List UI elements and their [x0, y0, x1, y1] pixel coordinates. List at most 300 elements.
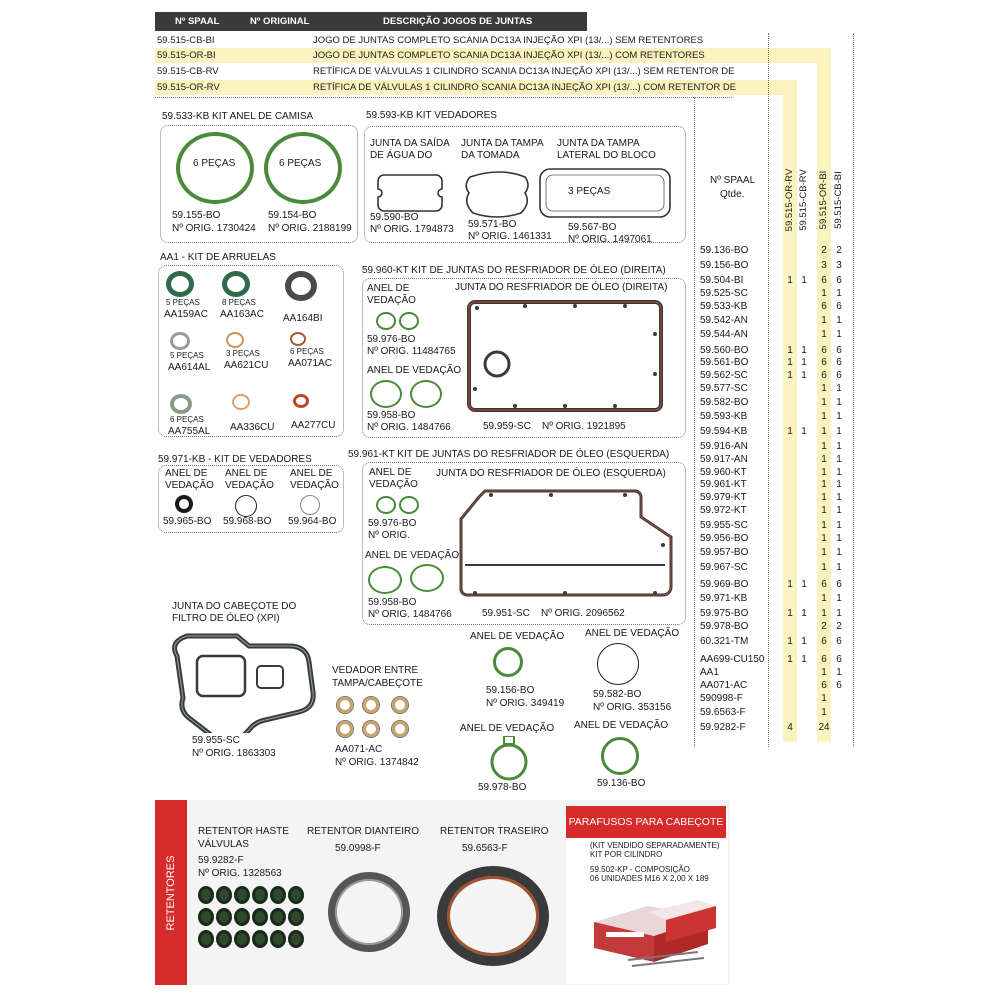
table-row-code: 59.979-KT — [700, 492, 747, 503]
table-qty: 6 — [821, 275, 827, 286]
table-qty: 1 — [836, 288, 842, 299]
table-qty: 1 — [836, 667, 842, 678]
row-desc: JOGO DE JUNTAS COMPLETO SCANIA DC13A INJEÇÃO XPI (13/...) SEM RETENTORES — [313, 35, 704, 46]
washer-code: AA614AL — [168, 362, 211, 373]
washer-qty: 3 PEÇAS — [226, 349, 260, 358]
table-qty: 6 — [836, 370, 842, 381]
table-row-code: 59.956-BO — [700, 533, 749, 544]
part-code: 59.6563-F — [462, 843, 508, 854]
table-qty: 1 — [821, 288, 827, 299]
table-qty: 1 — [821, 593, 827, 604]
table-qty: 6 — [821, 636, 827, 647]
table-qty: 1 — [836, 397, 842, 408]
table-qty: 1 — [821, 667, 827, 678]
table-row-code: 59.561-BO — [700, 357, 749, 368]
table-qty: 6 — [821, 357, 827, 368]
table-qty: 1 — [801, 579, 807, 590]
table-qty: 6 — [836, 636, 842, 647]
table-qty: 24 — [818, 722, 830, 733]
table-qty: 1 — [836, 520, 842, 531]
table-head-spaal: Nº SPAAL — [710, 175, 756, 186]
o-ring-icon — [597, 643, 639, 685]
washer-code: AA159AC — [164, 309, 208, 320]
part-code: 59.0998-F — [335, 843, 381, 854]
table-qty: 1 — [821, 329, 827, 340]
table-row-code: 59.594-KB — [700, 426, 748, 437]
table-qty: 1 — [787, 654, 793, 665]
part-code: 59.959-SC — [483, 421, 531, 432]
table-qty: 1 — [821, 454, 827, 465]
washer-code: AA163AC — [220, 309, 264, 320]
part-orig: Nº ORIG. — [368, 530, 410, 541]
resf-esq-title: 59.961-KT KIT DE JUNTAS DO RESFRIADOR DE ÓLEO (ESQUERDA) — [348, 449, 670, 460]
table-row-code: 59.525-SC — [700, 288, 748, 299]
part-code: 59.978-BO — [478, 782, 527, 793]
table-row-code: 59.961-KT — [700, 479, 747, 490]
part-code: 59.958-BO — [367, 410, 416, 421]
valve-seal-icon — [270, 908, 286, 926]
part-orig: Nº ORIG. 1794873 — [370, 224, 454, 235]
table-row-code: 59.593-KB — [700, 411, 748, 422]
part-label: RETENTOR HASTE — [198, 826, 289, 837]
table-qty: 1 — [821, 505, 827, 516]
valve-seal-icon — [198, 930, 214, 948]
part-code: 59.582-BO — [593, 689, 642, 700]
table-qty: 1 — [821, 383, 827, 394]
valve-seal-icon — [270, 886, 286, 904]
valve-seal-icon — [198, 908, 214, 926]
table-qty: 2 — [821, 621, 827, 632]
table-row-code: 59.978-BO — [700, 621, 749, 632]
part-orig: Nº ORIG. 349419 — [486, 698, 565, 709]
part-code: 59.965-BO — [163, 516, 212, 527]
table-row-code: AA1 — [700, 667, 719, 678]
part-label: JUNTA DO RESFRIADOR DE ÓLEO (ESQUERDA) — [436, 468, 666, 479]
washer-qty: 5 PEÇAS — [166, 298, 200, 307]
tab-ring-icon — [485, 736, 533, 782]
part-qty: 3 PEÇAS — [568, 186, 611, 197]
table-row-code: 60.321-TM — [700, 636, 749, 647]
o-ring-icon — [399, 312, 419, 330]
camisa-code: 59.155-BO — [172, 210, 221, 221]
header-col-original: Nº ORIGINAL — [250, 16, 310, 27]
arruelas-title: AA1 - KIT DE ARRUELAS — [160, 252, 276, 263]
part-label: VEDAÇÃO — [165, 480, 214, 491]
table-qty: 1 — [801, 357, 807, 368]
table-head-qtde: Qtde. — [720, 189, 745, 200]
table-qty: 3 — [836, 260, 842, 271]
table-qty: 1 — [836, 383, 842, 394]
divider — [853, 33, 854, 747]
table-row-code: 59.957-BO — [700, 547, 749, 558]
part-label: RETENTOR DIANTEIRO — [307, 826, 420, 837]
washer-icon — [222, 271, 250, 297]
table-col-head: 59.515-OR-BI — [818, 170, 829, 230]
divider — [155, 97, 732, 98]
o-ring-icon — [370, 380, 402, 408]
table-qty: 1 — [836, 315, 842, 326]
table-qty: 1 — [787, 608, 793, 619]
row-code: 59.515-OR-BI — [157, 50, 216, 61]
table-qty: 6 — [836, 357, 842, 368]
table-row-code: 59.562-SC — [700, 370, 748, 381]
table-row-code: 59.969-BO — [700, 579, 749, 590]
washer-code: AA621CU — [224, 360, 269, 371]
part-label: JUNTA DA TAMPA — [461, 138, 544, 149]
table-qty: 1 — [821, 441, 827, 452]
table-qty: 1 — [801, 275, 807, 286]
part-label: ANEL DE — [290, 468, 333, 479]
table-row-code: 59.577-SC — [700, 383, 748, 394]
part-orig: Nº ORIG. 1374842 — [335, 757, 419, 768]
part-label: RETENTOR TRASEIRO — [440, 826, 549, 837]
table-qty: 1 — [836, 593, 842, 604]
washer-icon — [337, 721, 353, 737]
part-label: LATERAL DO BLOCO — [557, 150, 656, 161]
washer-code: AA277CU — [291, 420, 336, 431]
table-qty: 4 — [787, 722, 793, 733]
part-orig: Nº ORIG. 1921895 — [542, 421, 626, 432]
table-row-code: 59.972-KT — [700, 505, 747, 516]
valve-seal-icon — [234, 908, 250, 926]
washer-qty: 8 PEÇAS — [222, 298, 256, 307]
washer-icon — [232, 394, 250, 410]
table-qty: 1 — [836, 329, 842, 340]
table-qty: 1 — [821, 693, 827, 704]
table-qty: 6 — [836, 301, 842, 312]
table-qty: 1 — [821, 315, 827, 326]
table-qty: 1 — [821, 520, 827, 531]
valve-seal-icon — [216, 908, 232, 926]
part-code: 59.958-BO — [368, 597, 417, 608]
header-col-desc: DESCRIÇÃO JOGOS DE JUNTAS — [383, 16, 533, 27]
part-label: ANEL DE — [369, 467, 412, 478]
valve-seal-icon — [234, 886, 250, 904]
valve-seal-icon — [288, 930, 304, 948]
part-label: JUNTA DO RESFRIADOR DE ÓLEO (DIREITA) — [455, 282, 668, 293]
washer-icon — [170, 394, 192, 414]
part-label: ANEL DE VEDAÇÃO — [470, 631, 565, 642]
valve-seal-icon — [198, 886, 214, 904]
valve-seal-icon — [216, 930, 232, 948]
camisa-orig: Nº ORIG. 1730424 — [172, 223, 256, 234]
table-row-code: 59.971-KB — [700, 593, 748, 604]
table-row-code: 59.955-SC — [700, 520, 748, 531]
front-seal-icon — [328, 872, 410, 952]
table-qty: 1 — [836, 411, 842, 422]
part-orig: Nº ORIG. 1863303 — [192, 748, 276, 759]
o-ring-icon — [601, 737, 639, 775]
washer-code: AA071AC — [288, 358, 332, 369]
part-label: VEDAÇÃO — [290, 480, 339, 491]
part-label: ANEL DE — [165, 468, 208, 479]
o-ring-icon — [368, 566, 402, 594]
table-qty: 1 — [801, 370, 807, 381]
table-qty: 1 — [821, 707, 827, 718]
table-qty: 6 — [836, 654, 842, 665]
washer-icon — [337, 697, 353, 713]
part-label: VEDAÇÃO — [367, 295, 416, 306]
table-qty: 1 — [787, 345, 793, 356]
table-qty: 6 — [836, 680, 842, 691]
part-label: TAMPA/CABEÇOTE — [332, 678, 423, 689]
parafusos-title: PARAFUSOS PARA CABEÇOTE — [566, 806, 726, 838]
table-qty: 6 — [836, 345, 842, 356]
table-qty: 1 — [836, 492, 842, 503]
part-label: FILTRO DE ÓLEO (XPI) — [172, 613, 280, 624]
rear-seal-icon — [437, 866, 549, 966]
part-code: 59.590-BO — [370, 212, 419, 223]
o-ring-icon — [376, 496, 396, 514]
part-label: JUNTA DO CABEÇOTE DO — [172, 601, 297, 612]
o-ring-icon — [300, 495, 320, 515]
oil-cooler-gasket-icon — [455, 485, 680, 607]
table-qty: 1 — [821, 608, 827, 619]
resf-dir-title: 59.960-KT KIT DE JUNTAS DO RESFRIADOR DE ÓLEO (DIREITA) — [362, 265, 666, 276]
table-qty: 1 — [836, 547, 842, 558]
table-col-head: 59.515-OR-RV — [784, 168, 795, 232]
part-code: 59.976-BO — [368, 518, 417, 529]
part-code: 59.136-BO — [597, 778, 646, 789]
table-qty: 1 — [836, 454, 842, 465]
valve-seal-icon — [270, 930, 286, 948]
table-qty: 1 — [836, 479, 842, 490]
table-qty: 6 — [836, 275, 842, 286]
washer-code: AA164BI — [283, 313, 323, 324]
part-code: 59.968-BO — [223, 516, 272, 527]
part-orig: Nº ORIG. 1461331 — [468, 231, 552, 242]
o-ring-icon — [410, 380, 442, 408]
table-qty: 6 — [821, 654, 827, 665]
washer-icon — [285, 271, 317, 301]
parafusos-note: 59.502-KP - COMPOSIÇÃO — [590, 865, 690, 874]
o-ring-icon — [175, 495, 193, 513]
table-row-code: 590998-F — [700, 693, 743, 704]
part-code: 59.156-BO — [486, 685, 535, 696]
washer-icon — [392, 697, 408, 713]
table-row-code: 59.9282-F — [700, 722, 746, 733]
header-row — [155, 33, 730, 48]
table-qty: 2 — [836, 621, 842, 632]
washer-icon — [363, 721, 379, 737]
part-label: ANEL DE — [367, 283, 410, 294]
valve-seal-icon — [288, 886, 304, 904]
row-desc: RETÍFICA DE VÁLVULAS 1 CILINDRO SCANIA DC13A INJEÇÃO XPI (13/...) COM RETENTOR DE — [313, 82, 737, 93]
part-label: ANEL DE VEDAÇÃO — [460, 723, 555, 734]
table-qty: 1 — [787, 357, 793, 368]
part-code: 59.571-BO — [468, 219, 517, 230]
table-row-code: 59.156-BO — [700, 260, 749, 271]
table-row-code: AA071-AC — [700, 680, 748, 691]
table-qty: 1 — [836, 533, 842, 544]
washer-icon — [226, 332, 244, 348]
part-label: DE ÁGUA DO — [370, 150, 433, 161]
part-code: 59.9282-F — [198, 855, 244, 866]
table-qty: 1 — [801, 636, 807, 647]
table-row-code: 59.533-KB — [700, 301, 748, 312]
table-qty: 1 — [787, 579, 793, 590]
table-row-code: 59.917-AN — [700, 454, 748, 465]
table-qty: 1 — [821, 397, 827, 408]
table-row-code: 59.967-SC — [700, 562, 748, 573]
valve-seal-icon — [252, 908, 268, 926]
part-label: VEDAÇÃO — [369, 479, 418, 490]
divider — [768, 33, 769, 747]
table-qty: 6 — [821, 301, 827, 312]
part-orig: Nº ORIG. 11484765 — [367, 346, 456, 357]
row-code: 59.515-CB-BI — [157, 35, 215, 46]
part-label: ANEL DE VEDAÇÃO — [365, 550, 460, 561]
part-label: VEDAÇÃO — [225, 480, 274, 491]
valve-seal-icon — [252, 886, 268, 904]
washer-icon — [170, 332, 190, 350]
retentores-tab-label: RETENTORES — [165, 855, 177, 930]
table-row-code: 59.136-BO — [700, 245, 749, 256]
table-qty: 1 — [836, 426, 842, 437]
part-code: 59.567-BO — [568, 222, 617, 233]
table-row-code: 59.6563-F — [700, 707, 746, 718]
table-qty: 1 — [836, 608, 842, 619]
table-qty: 1 — [821, 547, 827, 558]
washer-code: AA755AL — [168, 426, 211, 437]
table-row-code: 59.916-AN — [700, 441, 748, 452]
washer-icon — [166, 271, 194, 297]
table-qty: 1 — [787, 275, 793, 286]
parafusos-note: KIT POR CILINDRO — [590, 850, 663, 859]
part-code: 59.976-BO — [367, 334, 416, 345]
divider — [694, 97, 695, 747]
table-qty: 1 — [801, 654, 807, 665]
washer-icon — [290, 332, 306, 346]
header-row — [155, 48, 820, 63]
part-label: VÁLVULAS — [198, 839, 249, 850]
oil-cooler-gasket-icon — [465, 294, 670, 419]
part-label: ANEL DE VEDAÇÃO — [585, 628, 680, 639]
o-ring-icon — [493, 647, 523, 677]
header-row — [155, 64, 755, 79]
part-label: DA TOMADA — [461, 150, 520, 161]
part-orig: Nº ORIG. 1484766 — [368, 609, 452, 620]
table-row-code: 59.560-BO — [700, 345, 749, 356]
camisa-qty: 6 PEÇAS — [193, 158, 236, 169]
bolt-kit-boxes-icon — [588, 892, 720, 972]
header-col-spaal: Nº SPAAL — [175, 16, 220, 27]
washer-qty: 5 PEÇAS — [170, 351, 204, 360]
filter-head-gasket-icon — [165, 628, 325, 733]
table-qty: 1 — [801, 426, 807, 437]
table-qty: 6 — [836, 579, 842, 590]
table-qty: 6 — [821, 370, 827, 381]
washer-icon — [293, 394, 309, 408]
table-qty: 1 — [821, 479, 827, 490]
part-orig: Nº ORIG. 1328563 — [198, 868, 282, 879]
parafusos-note: (KIT VENDIDO SEPARADAMENTE) — [590, 841, 720, 850]
table-qty: 1 — [801, 345, 807, 356]
table-row-code: 59.544-AN — [700, 329, 748, 340]
table-qty: 1 — [821, 533, 827, 544]
table-qty: 6 — [821, 680, 827, 691]
table-qty: 1 — [821, 562, 827, 573]
valve-seal-icon — [252, 930, 268, 948]
row-code: 59.515-OR-RV — [157, 82, 220, 93]
table-qty: 3 — [821, 260, 827, 271]
part-code: AA071-AC — [335, 744, 383, 755]
kit971-title: 59.971-KB - KIT DE VEDADORES — [158, 454, 312, 465]
table-row-code: 59.542-AN — [700, 315, 748, 326]
table-qty: 1 — [836, 441, 842, 452]
table-qty: 1 — [821, 492, 827, 503]
table-qty: 1 — [836, 505, 842, 516]
table-qty: 6 — [821, 345, 827, 356]
table-qty: 2 — [821, 245, 827, 256]
table-qty: 1 — [821, 426, 827, 437]
table-row-code: 59.975-BO — [700, 608, 749, 619]
table-qty: 6 — [821, 579, 827, 590]
table-qty: 1 — [787, 370, 793, 381]
part-orig: Nº ORIG. 1484766 — [367, 422, 451, 433]
table-qty: 1 — [836, 562, 842, 573]
table-row-code: 59.582-BO — [700, 397, 749, 408]
camisa-orig: Nº ORIG. 2188199 — [268, 223, 352, 234]
part-code: 59.955-SC — [192, 735, 240, 746]
table-qty: 1 — [821, 467, 827, 478]
valve-seal-icon — [288, 908, 304, 926]
washer-icon — [392, 721, 408, 737]
part-label: ANEL DE VEDAÇÃO — [574, 720, 669, 731]
o-ring-icon — [399, 496, 419, 514]
valve-seal-icon — [234, 930, 250, 948]
o-ring-icon — [235, 495, 257, 517]
vedadores-title: 59.593-KB KIT VEDADORES — [366, 110, 497, 121]
part-label: JUNTA DA TAMPA — [557, 138, 640, 149]
row-code: 59.515-CB-RV — [157, 66, 219, 77]
parafusos-note: 06 UNIDADES M16 X 2,00 X 189 — [590, 874, 709, 883]
table-col-head: 59.515-CB-RV — [798, 169, 809, 231]
retentores-tab — [155, 800, 187, 985]
row-desc: JOGO DE JUNTAS COMPLETO SCANIA DC13A INJEÇÃO XPI (13/...) COM RETENTORES — [313, 50, 705, 61]
valve-seal-icon — [216, 886, 232, 904]
table-qty: 1 — [821, 411, 827, 422]
part-label: JUNTA DA SAÍDA — [370, 138, 450, 149]
part-label: ANEL DE VEDAÇÃO — [367, 365, 462, 376]
washer-code: AA336CU — [230, 422, 275, 433]
camisa-code: 59.154-BO — [268, 210, 317, 221]
table-qty: 2 — [836, 245, 842, 256]
part-code: 59.964-BO — [288, 516, 337, 527]
washer-qty: 6 PEÇAS — [170, 415, 204, 424]
row-desc: RETÍFICA DE VÁLVULAS 1 CILINDRO SCANIA DC13A INJEÇÃO XPI (13/...) SEM RETENTOR DE — [313, 66, 735, 77]
camisa-title: 59.533-KB KIT ANEL DE CAMISA — [162, 111, 314, 122]
table-qty: 1 — [787, 636, 793, 647]
washer-qty: 6 PEÇAS — [290, 347, 324, 356]
table-qty: 1 — [836, 467, 842, 478]
table-qty: 1 — [801, 608, 807, 619]
o-ring-icon — [376, 312, 396, 330]
table-row-code: AA699-CU150 — [700, 654, 765, 665]
header-row — [155, 80, 795, 95]
camisa-qty: 6 PEÇAS — [279, 158, 322, 169]
part-orig: Nº ORIG. 353156 — [593, 702, 672, 713]
o-ring-icon — [410, 564, 444, 592]
part-code: 59.951-SC — [482, 608, 530, 619]
part-label: VEDADOR ENTRE — [332, 665, 419, 676]
part-orig: Nº ORIG. 1497061 — [568, 234, 652, 245]
table-row-code: 59.504-BI — [700, 275, 744, 286]
table-col-head: 59.515-CB-BI — [833, 171, 844, 229]
table-row-code: 59.960-KT — [700, 467, 747, 478]
table-qty: 1 — [787, 426, 793, 437]
part-label: ANEL DE — [225, 468, 268, 479]
